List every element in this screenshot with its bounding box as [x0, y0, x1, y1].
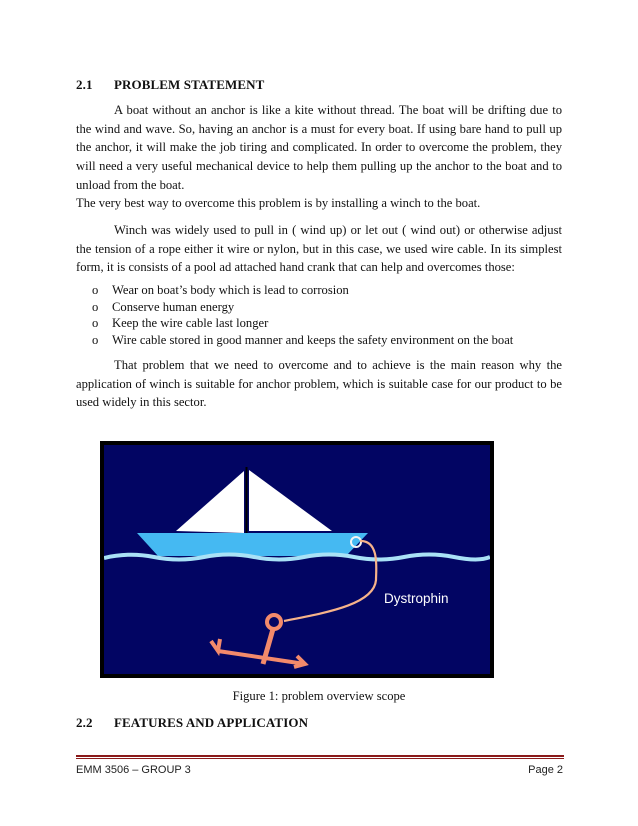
paragraph-problem-intro: [76, 101, 562, 195]
section-title: PROBLEM STATEMENT: [114, 77, 265, 92]
bullet-marker: o: [92, 316, 99, 330]
list-item: [92, 315, 562, 332]
paragraph-text: That problem that we need to overcome and to achieve is the main reason why the application of winch is suitable for anchor problem, which is suitable case for our product to be used widely in this sector.: [76, 358, 562, 410]
paragraph-text: A boat without an anchor is like a kite without thread. The boat will be drifting due to the wind and wave. So, having an anchor is a must for every boat. If using bare hand to pull up the anchor, it will make the job tiring and complicated. In order to overcome the problem, they will need a very useful mechanical device to help them pulling up the anchor to the boat and to unload from the boat.: [76, 103, 562, 192]
bullet-list: [92, 282, 562, 348]
list-item: [92, 282, 562, 299]
paragraph-text: Winch was widely used to pull in ( wind up) or let out ( wind out) or otherwise adjust the tension of a rope either it wire or nylon, but in this case, we used wire cable. In its simplest form, it is consists of a pool ad attached hand crank that can help and overcomes those:: [76, 223, 562, 275]
section-heading-2-2: [76, 715, 308, 731]
paragraph-winch: [76, 221, 562, 277]
bullet-marker: o: [92, 299, 99, 314]
list-item: [92, 332, 562, 349]
paragraph-closing: [76, 356, 562, 412]
list-item-text: Wear on boat’s body which is lead to corrosion: [112, 283, 349, 297]
list-item-text: Conserve human energy: [112, 299, 235, 314]
footer-course: EMM 3506 – GROUP 3: [76, 764, 191, 776]
bullet-marker: o: [92, 283, 99, 297]
figure-problem-overview: [100, 441, 494, 678]
footer-rule: [76, 755, 564, 757]
figure-label-text: Dystrophin: [384, 591, 449, 606]
section-title: FEATURES AND APPLICATION: [114, 715, 309, 730]
list-item: [92, 299, 562, 316]
section-number: 2.2: [76, 715, 93, 730]
boat-hull: [137, 533, 368, 556]
paragraph-text: The very best way to overcome this problem is by installing a winch to the boat.: [76, 196, 481, 210]
paragraph-best-way: [76, 194, 562, 213]
section-heading-2-1: [76, 77, 264, 93]
bullet-marker: o: [92, 332, 99, 347]
footer-rule-thin: [76, 758, 564, 759]
list-item-text: Wire cable stored in good manner and keeps the safety environment on the boat: [112, 332, 514, 347]
section-number: 2.1: [76, 77, 93, 92]
list-item-text: Keep the wire cable last longer: [112, 316, 269, 330]
footer-page-number: Page 2: [528, 764, 563, 776]
boat-anchor-illustration: [104, 445, 490, 674]
figure-caption: Figure 1: problem overview scope: [232, 689, 406, 703]
